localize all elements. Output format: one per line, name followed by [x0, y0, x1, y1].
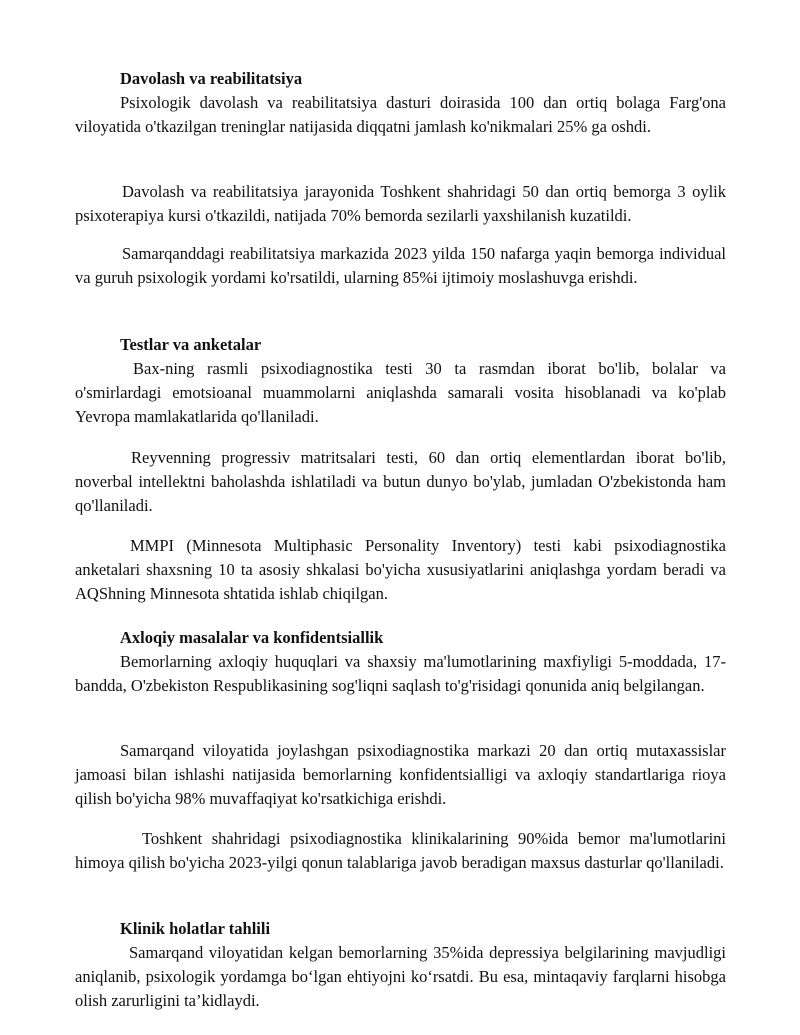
- paragraph: Samarqanddagi reabilitatsiya markazida 2023 yilda 150 nafarga yaqin bemorga individual va guruh psixologik yordami ko'rsatildi, ularning 85%i ijtimoiy moslashuvga erishdi.: [75, 244, 726, 287]
- paragraph: Bemorlarning axloqiy huquqlari va shaxsiy ma'lumotlarining maxfiyligi 5-moddada, 17-bandda, O'zbekiston Respublikasining sog'liqni saqlash to'g'risidagi qonunida aniq belgilangan.: [75, 652, 726, 695]
- paragraph: MMPI (Minnesota Multiphasic Personality Inventory) testi kabi psixodiagnostika anketalari shaxsning 10 ta asosiy shkalasi bo'yicha xususiyatlarini aniqlashga yordam beradi va AQShning Minnesota shtatida ishlab chiqilgan.: [75, 536, 726, 603]
- section-heading-klinik: Klinik holatlar tahlili: [120, 919, 271, 938]
- paragraph: Psixologik davolash va reabilitatsiya dasturi doirasida 100 dan ortiq bolaga Farg'ona viloyatida o'tkazilgan treninglar natijasida diqqatni jamlash ko'nikmalari 25% ga oshdi.: [75, 93, 726, 136]
- section-heading-axloqiy: Axloqiy masalalar va konfidentsiallik: [120, 628, 384, 647]
- paragraph: Toshkent shahridagi psixodiagnostika klinikalarining 90%ida bemor ma'lumotlarini himoya qilish bo'yicha 2023-yilgi qonun talablariga javob beradigan maxsus dasturlar qo'llaniladi.: [75, 829, 726, 872]
- paragraph: Samarqand viloyatida joylashgan psixodiagnostika markazi 20 dan ortiq mutaxassislar jamoasi bilan ishlashi natijasida bemorlarning konfidentsialligi va axloqiy standartlariga rioya qilish bo'yicha 98% muvaffaqiyat ko'rsatkichiga erishdi.: [75, 741, 726, 808]
- paragraph: Samarqand viloyatidan kelgan bemorlarning 35%ida depressiya belgilarining mavjudligi aniqlanib, psixologik yordamga bo‘lgan ehtiyojni ko‘rsatdi. Bu esa, mintaqaviy farqlarni hisobga olish zarurligini ta’kidlaydi.: [75, 943, 726, 1010]
- section-heading-testlar: Testlar va anketalar: [120, 335, 262, 354]
- paragraph: Reyvenning progressiv matritsalari testi, 60 dan ortiq elementlardan iborat bo'lib, noverbal intellektni baholashda ishlatiladi va butun dunyo bo'ylab, jumladan O'zbekistonda ham qo'llaniladi.: [75, 448, 726, 515]
- paragraph: Bax-ning rasmli psixodiagnostika testi 30 ta rasmdan iborat bo'lib, bolalar va o'smirlardagi emotsioanal muammolarni aniqlashda samarali vosita hisoblanadi va ko'plab Yevropa mamlakatlarida qo'llaniladi.: [75, 359, 726, 426]
- paragraph: Davolash va reabilitatsiya jarayonida Toshkent shahridagi 50 dan ortiq bemorga 3 oylik psixoterapiya kursi o'tkazildi, natijada 70% bemorda sezilarli yaxshilanish kuzatildi.: [75, 182, 726, 225]
- section-heading-davolash: Davolash va reabilitatsiya: [120, 69, 303, 88]
